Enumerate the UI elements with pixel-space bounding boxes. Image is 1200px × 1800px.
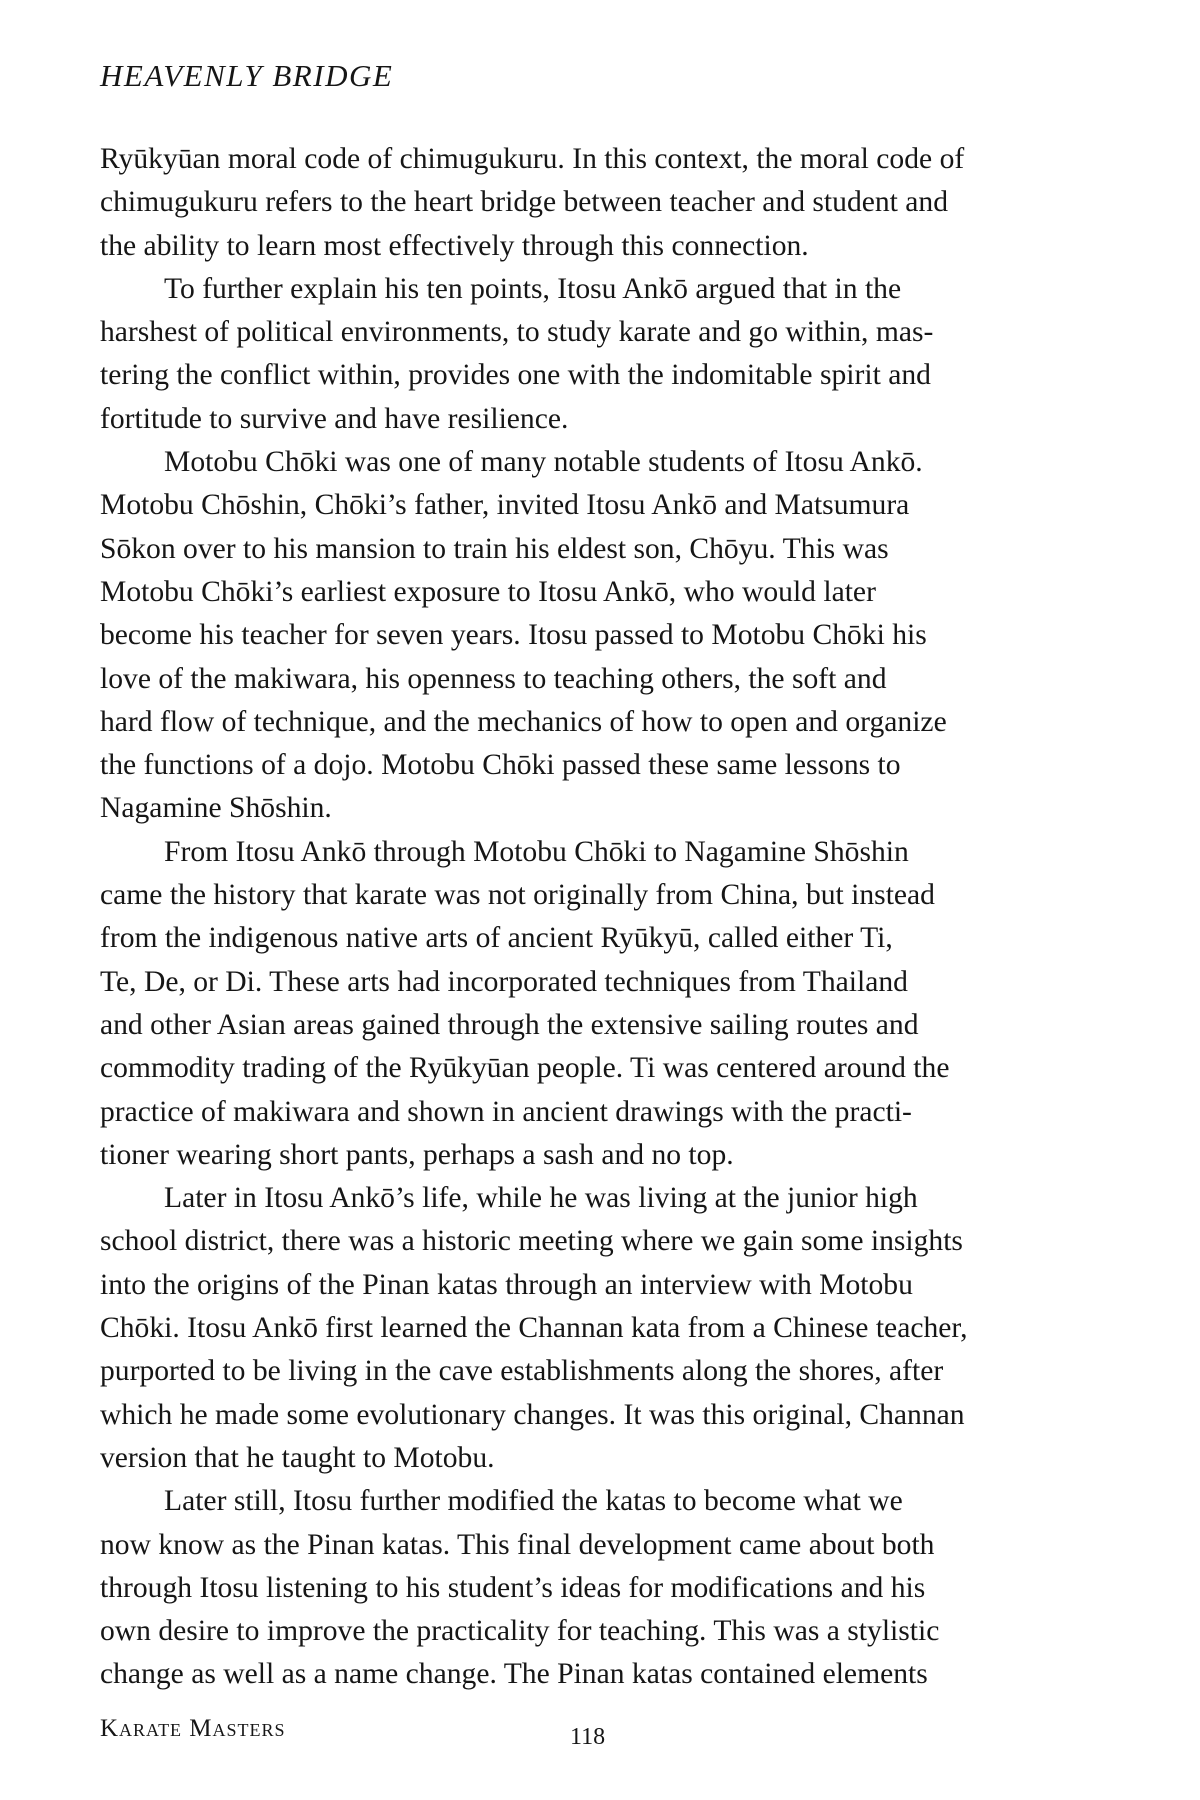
text-line: commodity trading of the Ryūkyūan people. Ti was centered around the — [100, 1052, 950, 1085]
text-line: become his teacher for seven years. Itosu passed to Motobu Chōki his — [100, 619, 927, 652]
text-line: and other Asian areas gained through the extensive sailing routes and — [100, 1008, 919, 1041]
text-line: Chōki. Itosu Ankō first learned the Channan kata from a Chinese teacher, — [100, 1312, 968, 1345]
paragraph-first-line: Later still, Itosu further modified the katas to become what we — [164, 1485, 903, 1518]
text-line: from the indigenous native arts of ancient Ryūkyū, called either Ti, — [100, 922, 893, 955]
text-line: own desire to improve the practicality for teaching. This was a stylistic — [100, 1615, 940, 1648]
page-number: 118 — [570, 1724, 606, 1750]
text-line: into the origins of the Pinan katas through an interview with Motobu — [100, 1268, 913, 1301]
paragraph-first-line: To further explain his ten points, Itosu Ankō argued that in the — [164, 272, 902, 305]
text-line: through Itosu listening to his student’s ideas for modifications and his — [100, 1571, 926, 1604]
text-line: Nagamine Shōshin. — [100, 792, 332, 825]
paragraph-first-line: Motobu Chōki was one of many notable students of Itosu Ankō. — [164, 446, 923, 479]
text-line: practice of makiwara and shown in ancient drawings with the practi- — [100, 1095, 912, 1128]
text-line: now know as the Pinan katas. This final development came about both — [100, 1528, 935, 1561]
text-line: change as well as a name change. The Pinan katas contained elements — [100, 1658, 928, 1691]
text-line: chimugukuru refers to the heart bridge between teacher and student and — [100, 186, 949, 219]
body-text — [100, 138, 1080, 1697]
text-line: school district, there was a historic meeting where we gain some insights — [100, 1225, 963, 1258]
text-line: came the history that karate was not originally from China, but instead — [100, 879, 935, 912]
text-line: version that he taught to Motobu. — [100, 1441, 495, 1474]
running-head: HEAVENLY BRIDGE — [100, 58, 394, 93]
text-line: fortitude to survive and have resilience. — [100, 402, 569, 435]
text-line: the ability to learn most effectively through this connection. — [100, 229, 809, 262]
text-line: Ryūkyūan moral code of chimugukuru. In this context, the moral code of — [100, 143, 965, 175]
text-line: tering the conflict within, provides one with the indomitable spirit and — [100, 359, 931, 392]
paragraph-first-line: Later in Itosu Ankō’s life, while he was living at the junior high — [164, 1182, 918, 1215]
text-line: Te, De, or Di. These arts had incorporated techniques from Thailand — [100, 965, 908, 998]
paragraph-first-line: From Itosu Ankō through Motobu Chōki to Nagamine Shōshin — [164, 835, 909, 868]
text-line: love of the makiwara, his openness to teaching others, the soft and — [100, 662, 887, 695]
text-line: hard flow of technique, and the mechanics of how to open and organize — [100, 705, 947, 738]
text-line: tioner wearing short pants, perhaps a sash and no top. — [100, 1138, 734, 1171]
text-line: Motobu Chōshin, Chōki’s father, invited Itosu Ankō and Matsumura — [100, 489, 910, 522]
text-line: which he made some evolutionary changes. It was this original, Channan — [100, 1398, 965, 1431]
text-line: purported to be living in the cave establishments along the shores, after — [100, 1355, 944, 1388]
footer-book-title: Karate Masters — [100, 1715, 286, 1742]
text-line: the functions of a dojo. Motobu Chōki passed these same lessons to — [100, 749, 901, 782]
text-line: Motobu Chōki’s earliest exposure to Itosu Ankō, who would later — [100, 575, 876, 608]
text-line: Sōkon over to his mansion to train his eldest son, Chōyu. This was — [100, 532, 889, 565]
text-line: harshest of political environments, to study karate and go within, mas- — [100, 316, 934, 349]
